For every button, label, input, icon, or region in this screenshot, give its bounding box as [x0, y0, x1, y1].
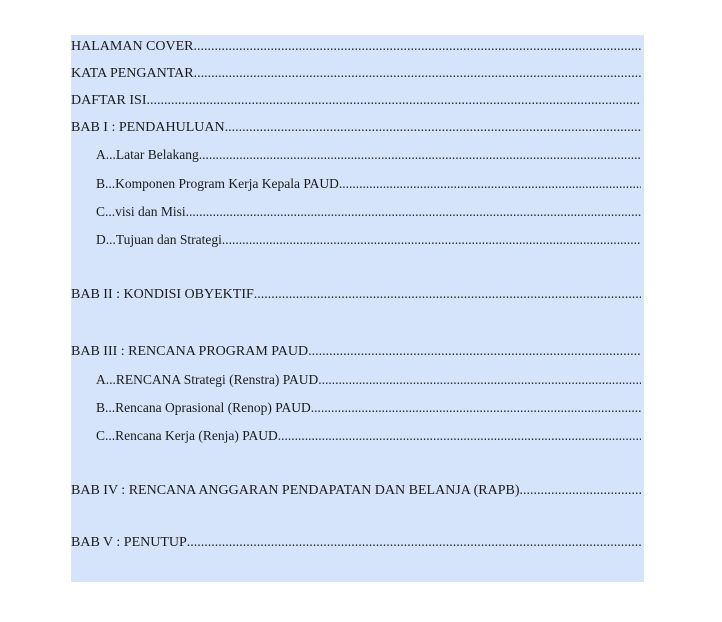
toc-entry-prefix: A... — [96, 147, 116, 162]
toc-entry-prefix: B... — [96, 176, 116, 191]
toc-entry-bab-2 — [71, 284, 641, 306]
toc-leader-dots — [187, 532, 641, 554]
toc-leader-dots — [199, 144, 641, 166]
toc-subentry-tujuan-strategi — [96, 229, 641, 251]
toc-leader-dots — [222, 229, 641, 251]
toc-leader-dots — [308, 341, 641, 363]
toc-leader-dots — [318, 369, 641, 391]
toc-leader-dots — [194, 63, 641, 85]
toc-entry-kata-pengantar — [71, 63, 641, 85]
toc-entry-daftar-isi — [71, 90, 641, 112]
toc-entry-bab-1 — [71, 117, 641, 139]
toc-entry-prefix: C... — [96, 428, 116, 443]
toc-entry-label: HALAMAN COVER — [71, 39, 194, 54]
toc-leader-dots — [520, 480, 642, 502]
toc-entry-halaman-cover — [71, 36, 641, 58]
toc-entry-label: Rencana Kerja (Renja) PAUD — [115, 428, 278, 443]
toc-subentry-latar-belakang — [96, 144, 641, 166]
toc-leader-dots — [278, 425, 641, 447]
toc-leader-dots — [311, 397, 641, 419]
toc-entry-bab-3 — [71, 341, 641, 363]
toc-entry-label: Rencana Oprasional (Renop) PAUD — [115, 400, 311, 415]
toc-entry-label: BAB II : KONDISI OBYEKTIF — [71, 287, 254, 302]
toc-entry-label: KATA PENGANTAR — [71, 66, 194, 81]
table-of-contents — [71, 35, 644, 582]
toc-entry-label: DAFTAR ISI — [71, 93, 147, 108]
toc-entry-label: BAB IV : RENCANA ANGGARAN PENDAPATAN DAN BELANJA (RAPB) — [71, 483, 520, 498]
toc-entry-label: Komponen Program Kerja Kepala PAUD — [115, 176, 339, 191]
toc-entry-label: RENCANA Strategi (Renstra) PAUD — [115, 372, 319, 387]
toc-entry-prefix: A... — [96, 372, 116, 387]
toc-entry-label: BAB I : PENDAHULUAN — [71, 120, 225, 135]
toc-leader-dots — [147, 90, 642, 112]
toc-subentry-visi-misi — [96, 201, 641, 223]
toc-entry-prefix: B... — [96, 400, 116, 415]
toc-entry-prefix: C... — [96, 204, 116, 219]
toc-subentry-renstra — [96, 369, 641, 391]
toc-leader-dots — [194, 36, 642, 58]
toc-leader-dots — [225, 117, 641, 139]
toc-entry-label: visi dan Misi — [115, 204, 186, 219]
toc-entry-label: BAB III : RENCANA PROGRAM PAUD — [71, 344, 309, 359]
toc-subentry-renop — [96, 397, 641, 419]
toc-entry-label: BAB V : PENUTUP — [71, 535, 187, 550]
toc-subentry-komponen-program — [96, 173, 641, 195]
toc-leader-dots — [254, 284, 641, 306]
toc-entry-bab-4 — [71, 480, 641, 502]
toc-leader-dots — [339, 173, 641, 195]
toc-entry-bab-5 — [71, 532, 641, 554]
toc-leader-dots — [186, 201, 641, 223]
toc-entry-label: Latar Belakang — [115, 147, 199, 162]
toc-subentry-renja — [96, 425, 641, 447]
toc-entry-prefix: D... — [96, 232, 116, 247]
toc-entry-label: Tujuan dan Strategi — [115, 232, 222, 247]
